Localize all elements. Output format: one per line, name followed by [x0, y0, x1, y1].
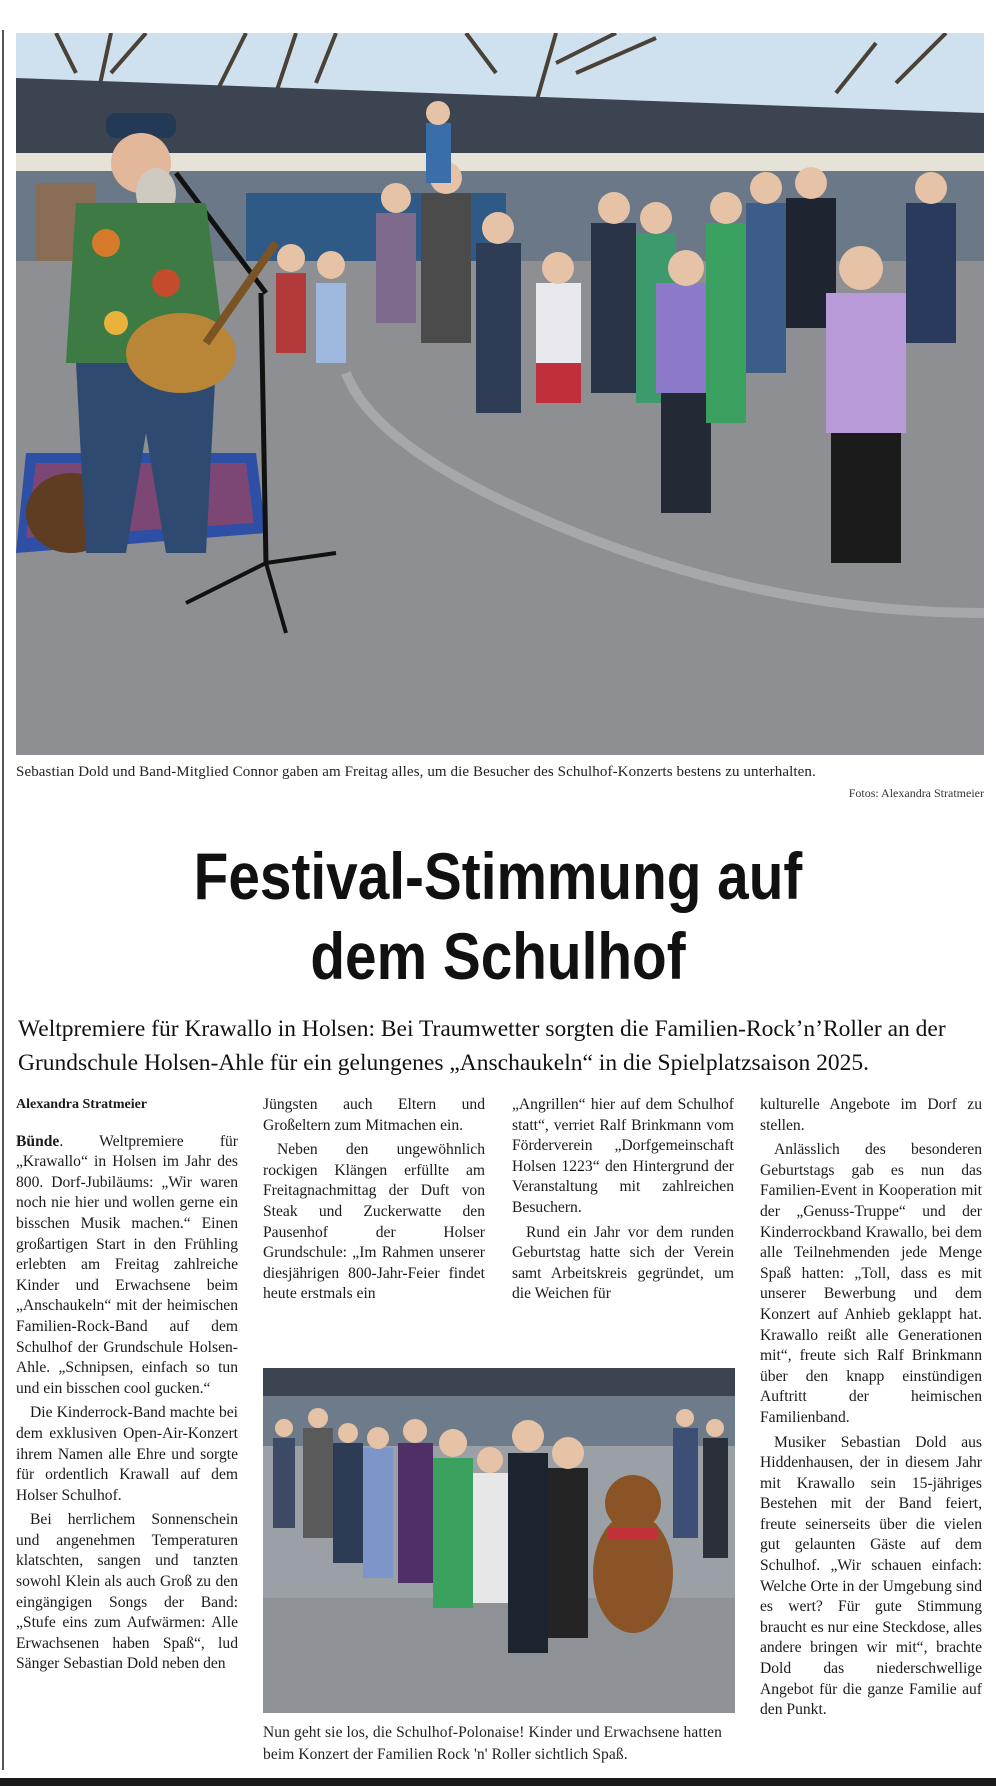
polonaise-photo: [263, 1368, 735, 1713]
article-headline: [121, 836, 874, 996]
page-left-rule: [2, 30, 4, 1770]
photo-caption: Sebastian Dold und Band-Mitglied Connor gaben am Freitag alles, um die Besucher des Schulhof-Konzerts bestens zu unterhalten.: [16, 764, 816, 780]
paragraph: Rund ein Jahr vor dem runden Geburtstag hatte sich der Verein samt Arbeitskreis gegründet, um die Weichen für: [512, 1223, 734, 1303]
paragraph: Bei herrlichem Sonnenschein und angenehmen Temperaturen klatschten, sangen und tanzten sowohl Klein als auch Groß zu den eingängigen Songs der Band: „Stufe eins zum Aufwärmen: Alle Erwachsenen haben Spaß“, lud Sänger Sebastian Dold neben den: [16, 1511, 238, 1673]
paragraph: Jüngsten auch Eltern und Großeltern zum Mitmachen ein.: [263, 1096, 485, 1134]
dateline: Bünde: [16, 1132, 60, 1150]
article-column-3: [512, 1095, 734, 1309]
photo-caption: Nun geht sie los, die Schulhof-Polonaise! Kinder und Erwachsene hatten beim Konzert der Familien Rock 'n' Roller sichtlich Spaß.: [263, 1724, 722, 1763]
paragraph: kulturelle Angebote im Dorf zu stellen.: [760, 1096, 982, 1134]
article-column-4: [760, 1095, 982, 1725]
paragraph: „Angrillen“ hier auf dem Schulhof statt“, verriet Ralf Brinkmann vom Förderverein „Dorfgemeinschaft Holsen 1223“ den Hintergrund der Veranstaltung mit zahlreichen Besuchern.: [512, 1096, 734, 1216]
concert-photo: [16, 33, 984, 755]
paragraph: Anlässlich des besonderen Geburtstags gab es nun das Familien-Event in Kooperation mit der „Genuss-Truppe“ und der Kinderrockband Krawallo, bei dem alle Teilnehmenden jede Menge Spaß hatten: „Toll, dass es mit unserer Bewerbung und dem Konzert auf Anhieb geklappt hat. Krawallo reißt alle Generationen mit“, freute sich Ralf Brinkmann über den knapp einstündigen Auftritt der heimischen Familienband.: [760, 1141, 982, 1426]
paragraph: [16, 1132, 238, 1400]
headline-line: dem Schulhof: [310, 919, 686, 993]
headline-line: Festival-Stimmung auf: [193, 839, 803, 913]
paragraph: Neben den ungewöhnlich rockigen Klängen erfüllte am Freitagnachmittag der Duft von Steak und Zuckerwatte den Pausenhof der Holser Grundschule: „Im Rahmen unserer diesjährigen 800-Jahr-Feier findet heute erstmals ein: [263, 1141, 485, 1303]
paragraph: Die Kinderrock-Band machte bei dem exklusiven Open-Air-Konzert ihrem Namen alle Ehre und sorgte für ordentlich Krawall auf dem Holser Schulhof.: [16, 1404, 238, 1504]
article-deck: Weltpremiere für Krawallo in Holsen: Bei Traumwetter sorgten die Familien-Rock’n’Roller an der Grundschule Holsen-Ahle für ein gelungenes „Anschaukeln“ in die Spielplatzsaison 2025.: [18, 1016, 946, 1076]
paragraph: Musiker Sebastian Dold aus Hiddenhausen, der in diesem Jahr mit Krawallo sein 15-jähriges Bestehen mit der Band feiert, freute seinerseits über die vielen gut gelaunten Gäste auf dem Schulhof. „Wir schauen einfach: Welche Orte in der Umgebung sind es wert? Für gute Stimmung braucht es nur eine Steckdose, alles andere bringen wir mit“, brachte Dold das niederschwellige Angebot für die ganze Familie auf den Punkt.: [760, 1433, 982, 1719]
article-column-1: [16, 1095, 238, 1679]
article-column-2: [263, 1095, 485, 1309]
photo-credit: Fotos: Alexandra Stratmeier: [848, 786, 984, 800]
paragraph-text: . Weltpremiere für „Krawallo“ in Holsen im Jahr des 800. Dorf-Jubiläums: „Wir waren noch nie hier und wollen gerne ein bisschen Musik machen.“ Einen großartigen Start in den Frühling erlebten am Freitag zahlreiche Kinder und Erwachsene beim „Anschaukeln“ mit der heimischen Familien-Rock-Band auf dem Schulhof der Grundschule Holsen-Ahle. „Schnipsen, einfach so tun und ein bisschen cool gucken.“: [16, 1132, 238, 1397]
page-bottom-rule: [0, 1778, 996, 1786]
author-byline: Alexandra Stratmeier: [16, 1097, 148, 1112]
